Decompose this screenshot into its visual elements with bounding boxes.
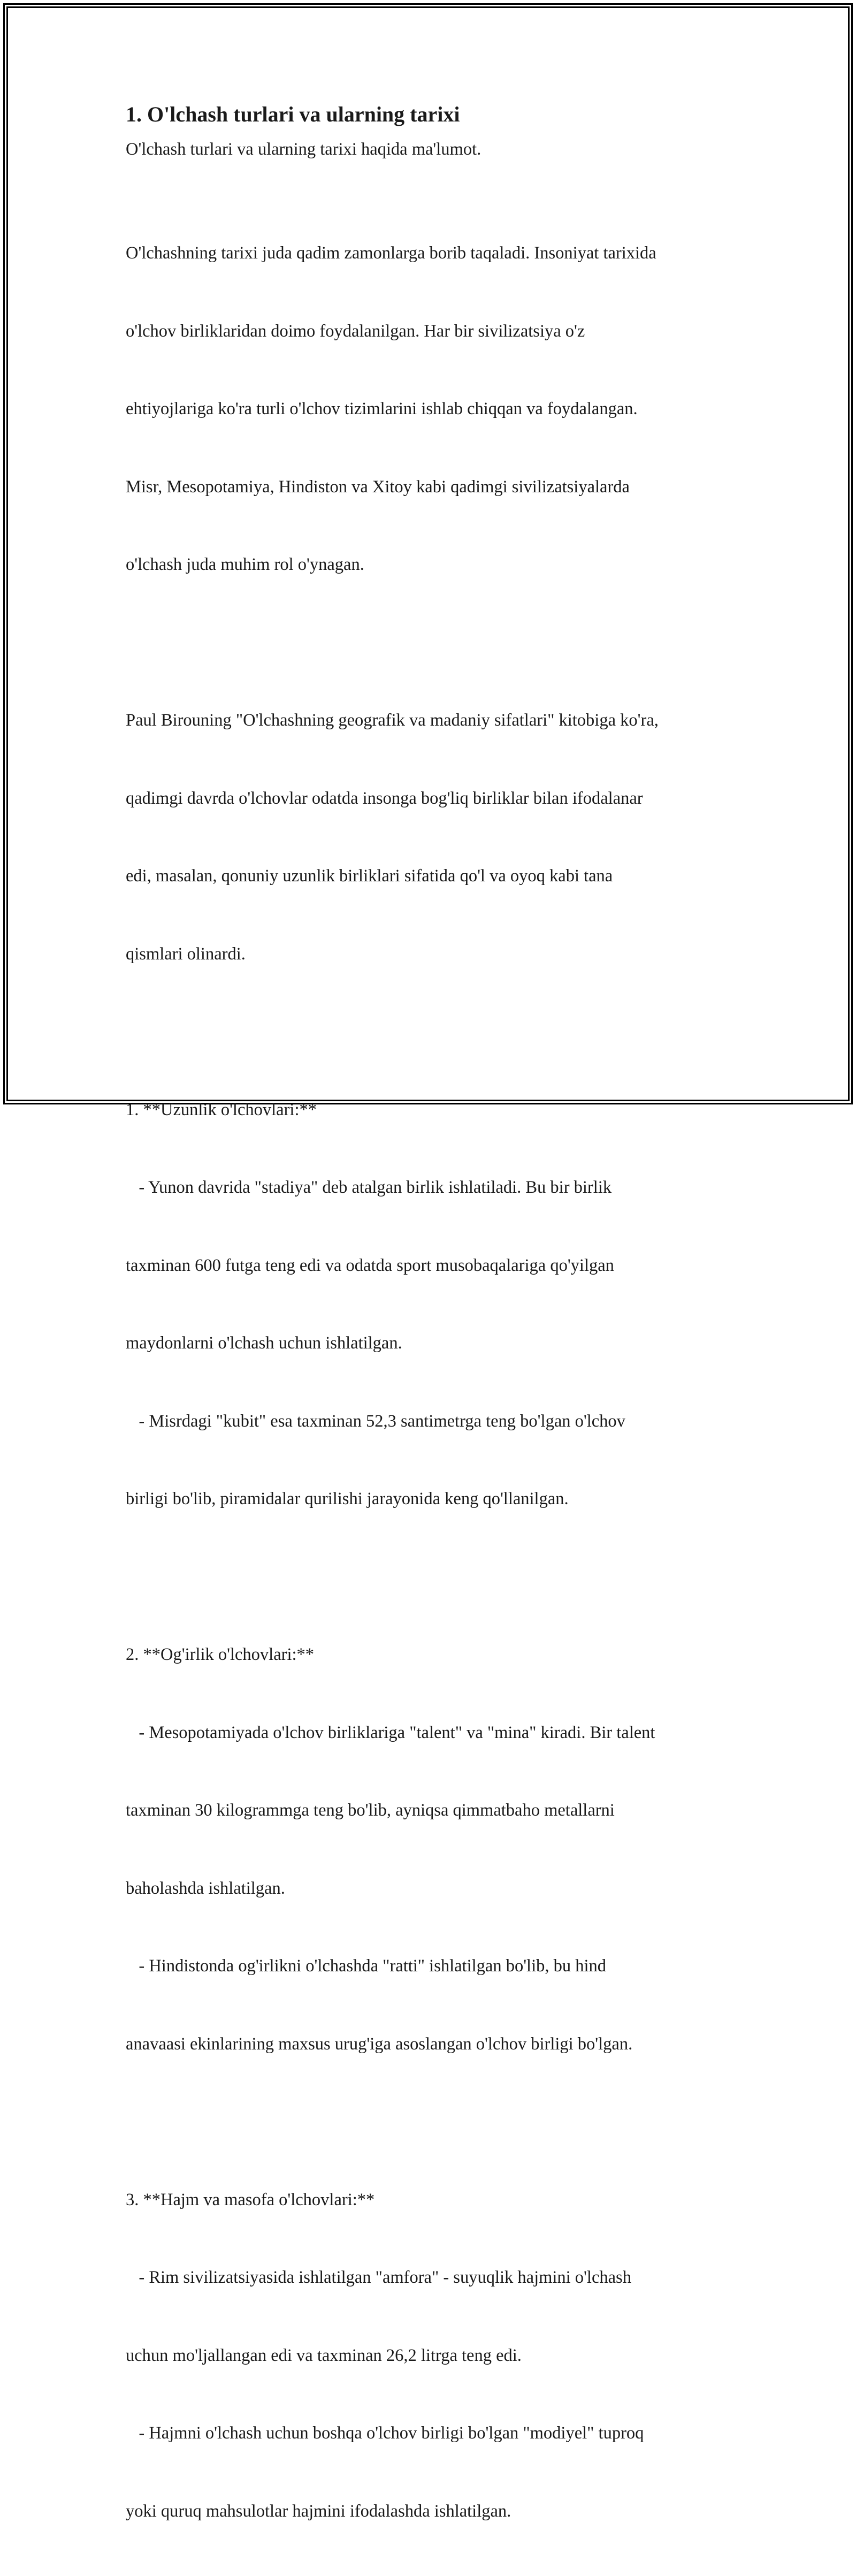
length-section [126, 1045, 757, 1564]
birouning-line: edi, masalan, qonuniy uzunlik birliklari sifatida qo'l va oyoq kabi tana [126, 863, 757, 889]
document-title: 1. O'lchash turlari va ularning tarixi [126, 99, 757, 130]
paragraph-gap [126, 1564, 757, 1590]
history-line: o'lchash juda muhim rol o'ynagan. [126, 552, 757, 578]
volume-section-line: yoki quruq mahsulotlar hajmini ifodalashda ishlatilgan. [126, 2498, 757, 2525]
weight-section-line: 2. **Og'irlik o'lchovlari:** [126, 1642, 757, 1668]
volume-section-line: uchun mo'ljallangan edi va taxminan 26,2 litrga teng edi. [126, 2343, 757, 2369]
birouning-line: Paul Birouning "O'lchashning geografik va madaniy sifatlari" kitobiga ko'ra, [126, 707, 757, 734]
weight-section-line: baholashda ishlatilgan. [126, 1876, 757, 1902]
weight-section-line: anavaasi ekinlarining maxsus urug'iga asoslangan o'lchov birligi bo'lgan. [126, 2031, 757, 2057]
history-paragraph [126, 188, 757, 630]
weight-section-line: taxminan 30 kilogrammga teng bo'lib, ayniqsa qimmatbaho metallarni [126, 1797, 757, 1824]
history-line: Misr, Mesopotamiya, Hindiston va Xitoy kabi qadimgi sivilizatsiyalarda [126, 474, 757, 500]
weight-section-line: - Hindistonda og'irlikni o'lchashda "ratti" ishlatilgan bo'lib, bu hind [126, 1953, 757, 1979]
birouning-line: qadimgi davrda o'lchovlar odatda insonga bog'liq birliklar bilan ifodalanar [126, 786, 757, 812]
history-line: ehtiyojlariga ko'ra turli o'lchov tizimlarini ishlab chiqqan va foydalangan. [126, 396, 757, 422]
volume-section-line: - Hajmni o'lchash uchun boshqa o'lchov birligi bo'lgan "modiyel" tuproq [126, 2420, 757, 2447]
weight-section [126, 1590, 757, 2109]
document-body [126, 99, 757, 2576]
birouning-paragraph [126, 656, 757, 1019]
paragraph-gap [126, 630, 757, 656]
volume-section-line: 3. **Hajm va masofa o'lchovlari:** [126, 2187, 757, 2213]
history-line: o'lchov birliklaridan doimo foydalanilgan. Har bir sivilizatsiya o'z [126, 318, 757, 345]
volume-section-line: - Rim sivilizatsiyasida ishlatilgan "amfora" - suyuqlik hajmini o'lchash [126, 2265, 757, 2291]
intro-paragraph: O'lchash turlari va ularning tarixi haqida ma'lumot. [126, 136, 757, 163]
volume-section [126, 2135, 757, 2576]
weight-section-line: - Mesopotamiyada o'lchov birliklariga "talent" va "mina" kiradi. Bir talent [126, 1720, 757, 1746]
length-section-line: taxminan 600 futga teng edi va odatda sport musobaqalariga qo'yilgan [126, 1253, 757, 1279]
length-section-line: maydonlarni o'lchash uchun ishlatilgan. [126, 1330, 757, 1356]
length-section-line: - Yunon davrida "stadiya" deb atalgan birlik ishlatiladi. Bu bir birlik [126, 1175, 757, 1201]
length-section-line: 1. **Uzunlik o'lchovlari:** [126, 1097, 757, 1123]
paragraph-gap [126, 2109, 757, 2135]
birouning-line: qismlari olinardi. [126, 941, 757, 967]
history-line: O'lchashning tarixi juda qadim zamonlarga borib taqaladi. Insoniyat tarixida [126, 240, 757, 266]
length-section-line: - Misrdagi "kubit" esa taxminan 52,3 santimetrga teng bo'lgan o'lchov [126, 1408, 757, 1435]
paragraph-gap [126, 163, 757, 189]
length-section-line: birligi bo'lib, piramidalar qurilishi jarayonida keng qo'llanilgan. [126, 1486, 757, 1512]
paragraph-gap [126, 1019, 757, 1045]
